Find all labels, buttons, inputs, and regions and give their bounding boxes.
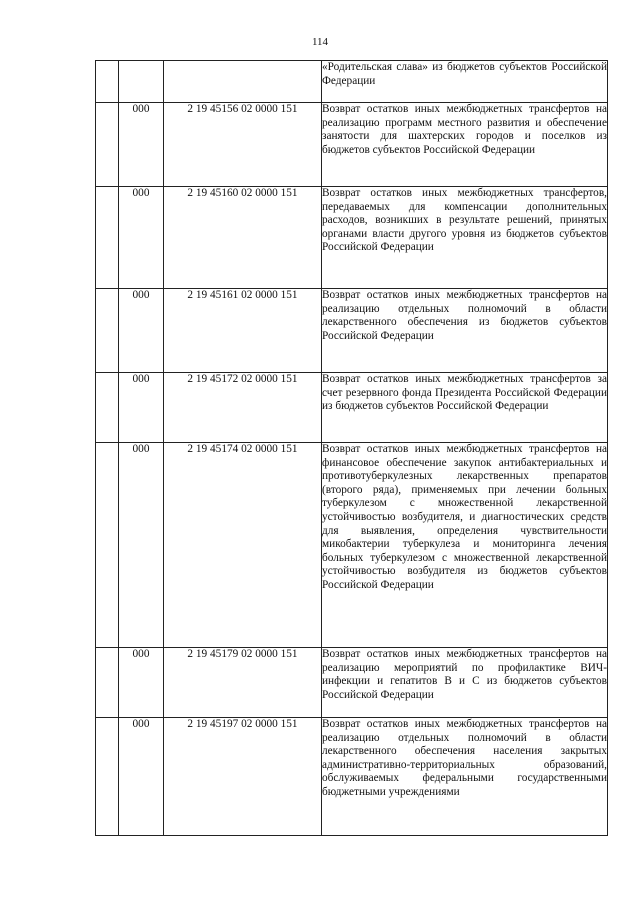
description-text: Возврат остатков иных межбюджетных трансфертов, передаваемых для компенсации дополнительных расходов, возникших в результате решений, принятых органами власти другого уровня из бюджетов субъектов Российской Федерации (322, 187, 607, 254)
description-cell (322, 289, 608, 373)
description-cell (322, 61, 608, 103)
description-cell (322, 187, 608, 289)
description-cell (322, 648, 608, 718)
description-text: «Родительская слава» из бюджетов субъектов Российской Федерации (322, 61, 607, 87)
budget-code-cell: 2 19 45172 02 0000 151 (164, 373, 322, 443)
budget-code-cell: 2 19 45161 02 0000 151 (164, 289, 322, 373)
table-row (96, 718, 608, 836)
budget-code-cell: 2 19 45174 02 0000 151 (164, 443, 322, 648)
page-number: 114 (311, 36, 329, 48)
table-row (96, 289, 608, 373)
description-text: Возврат остатков иных межбюджетных трансфертов за счет резервного фонда Президента Российской Федерации из бюджетов субъектов Российской Федерации (322, 373, 607, 413)
description-cell (322, 103, 608, 187)
table-row (96, 187, 608, 289)
row-index-cell (96, 289, 119, 373)
table-row (96, 103, 608, 187)
description-cell (322, 718, 608, 836)
admin-code-cell: 000 (119, 718, 164, 836)
row-index-cell (96, 718, 119, 836)
budget-code-cell (164, 61, 322, 103)
table-row (96, 373, 608, 443)
row-index-cell (96, 61, 119, 103)
budget-code-cell: 2 19 45197 02 0000 151 (164, 718, 322, 836)
table-row (96, 61, 608, 103)
description-cell (322, 443, 608, 648)
admin-code-cell: 000 (119, 648, 164, 718)
row-index-cell (96, 103, 119, 187)
row-index-cell (96, 187, 119, 289)
description-text: Возврат остатков иных межбюджетных трансфертов на реализацию отдельных полномочий в области лекарственного обеспечения населения закрытых административно-территориальных образований, обслуживаемых федеральными государственными бюджетными учреждениями (322, 718, 607, 798)
description-cell (322, 373, 608, 443)
admin-code-cell: 000 (119, 373, 164, 443)
admin-code-cell: 000 (119, 187, 164, 289)
description-text: Возврат остатков иных межбюджетных трансфертов на реализацию мероприятий по профилактике ВИЧ-инфекции и гепатитов B и C из бюджетов субъектов Российской Федерации (322, 648, 607, 701)
table-row (96, 443, 608, 648)
row-index-cell (96, 648, 119, 718)
budget-code-cell: 2 19 45156 02 0000 151 (164, 103, 322, 187)
description-text: Возврат остатков иных межбюджетных трансфертов на финансовое обеспечение закупок антибактериальных и противотуберкулезных лекарственных препаратов (второго ряда), применяемых при лечении больных туберкулезом с множественной лекарственной устойчивостью возбудителя, и диагностических средств для выявления, определения чувствительности микобактерии туберкулеза и мониторинга лечения больных туберкулезом с множественной лекарственной устойчивостью возбудителя из бюджетов субъектов Российской Федерации (322, 443, 607, 591)
table-row (96, 648, 608, 718)
admin-code-cell: 000 (119, 443, 164, 648)
admin-code-cell: 000 (119, 103, 164, 187)
description-text: Возврат остатков иных межбюджетных трансфертов на реализацию программ местного развития и обеспечение занятости для шахтерских городов и поселков из бюджетов субъектов Российской Федерации (322, 103, 607, 156)
budget-code-cell: 2 19 45160 02 0000 151 (164, 187, 322, 289)
admin-code-cell: 000 (119, 289, 164, 373)
budget-code-cell: 2 19 45179 02 0000 151 (164, 648, 322, 718)
admin-code-cell (119, 61, 164, 103)
row-index-cell (96, 373, 119, 443)
row-index-cell (96, 443, 119, 648)
description-text: Возврат остатков иных межбюджетных трансфертов на реализацию отдельных полномочий в области лекарственного обеспечения из бюджетов субъектов Российской Федерации (322, 289, 607, 342)
budget-classification-table (95, 60, 608, 836)
